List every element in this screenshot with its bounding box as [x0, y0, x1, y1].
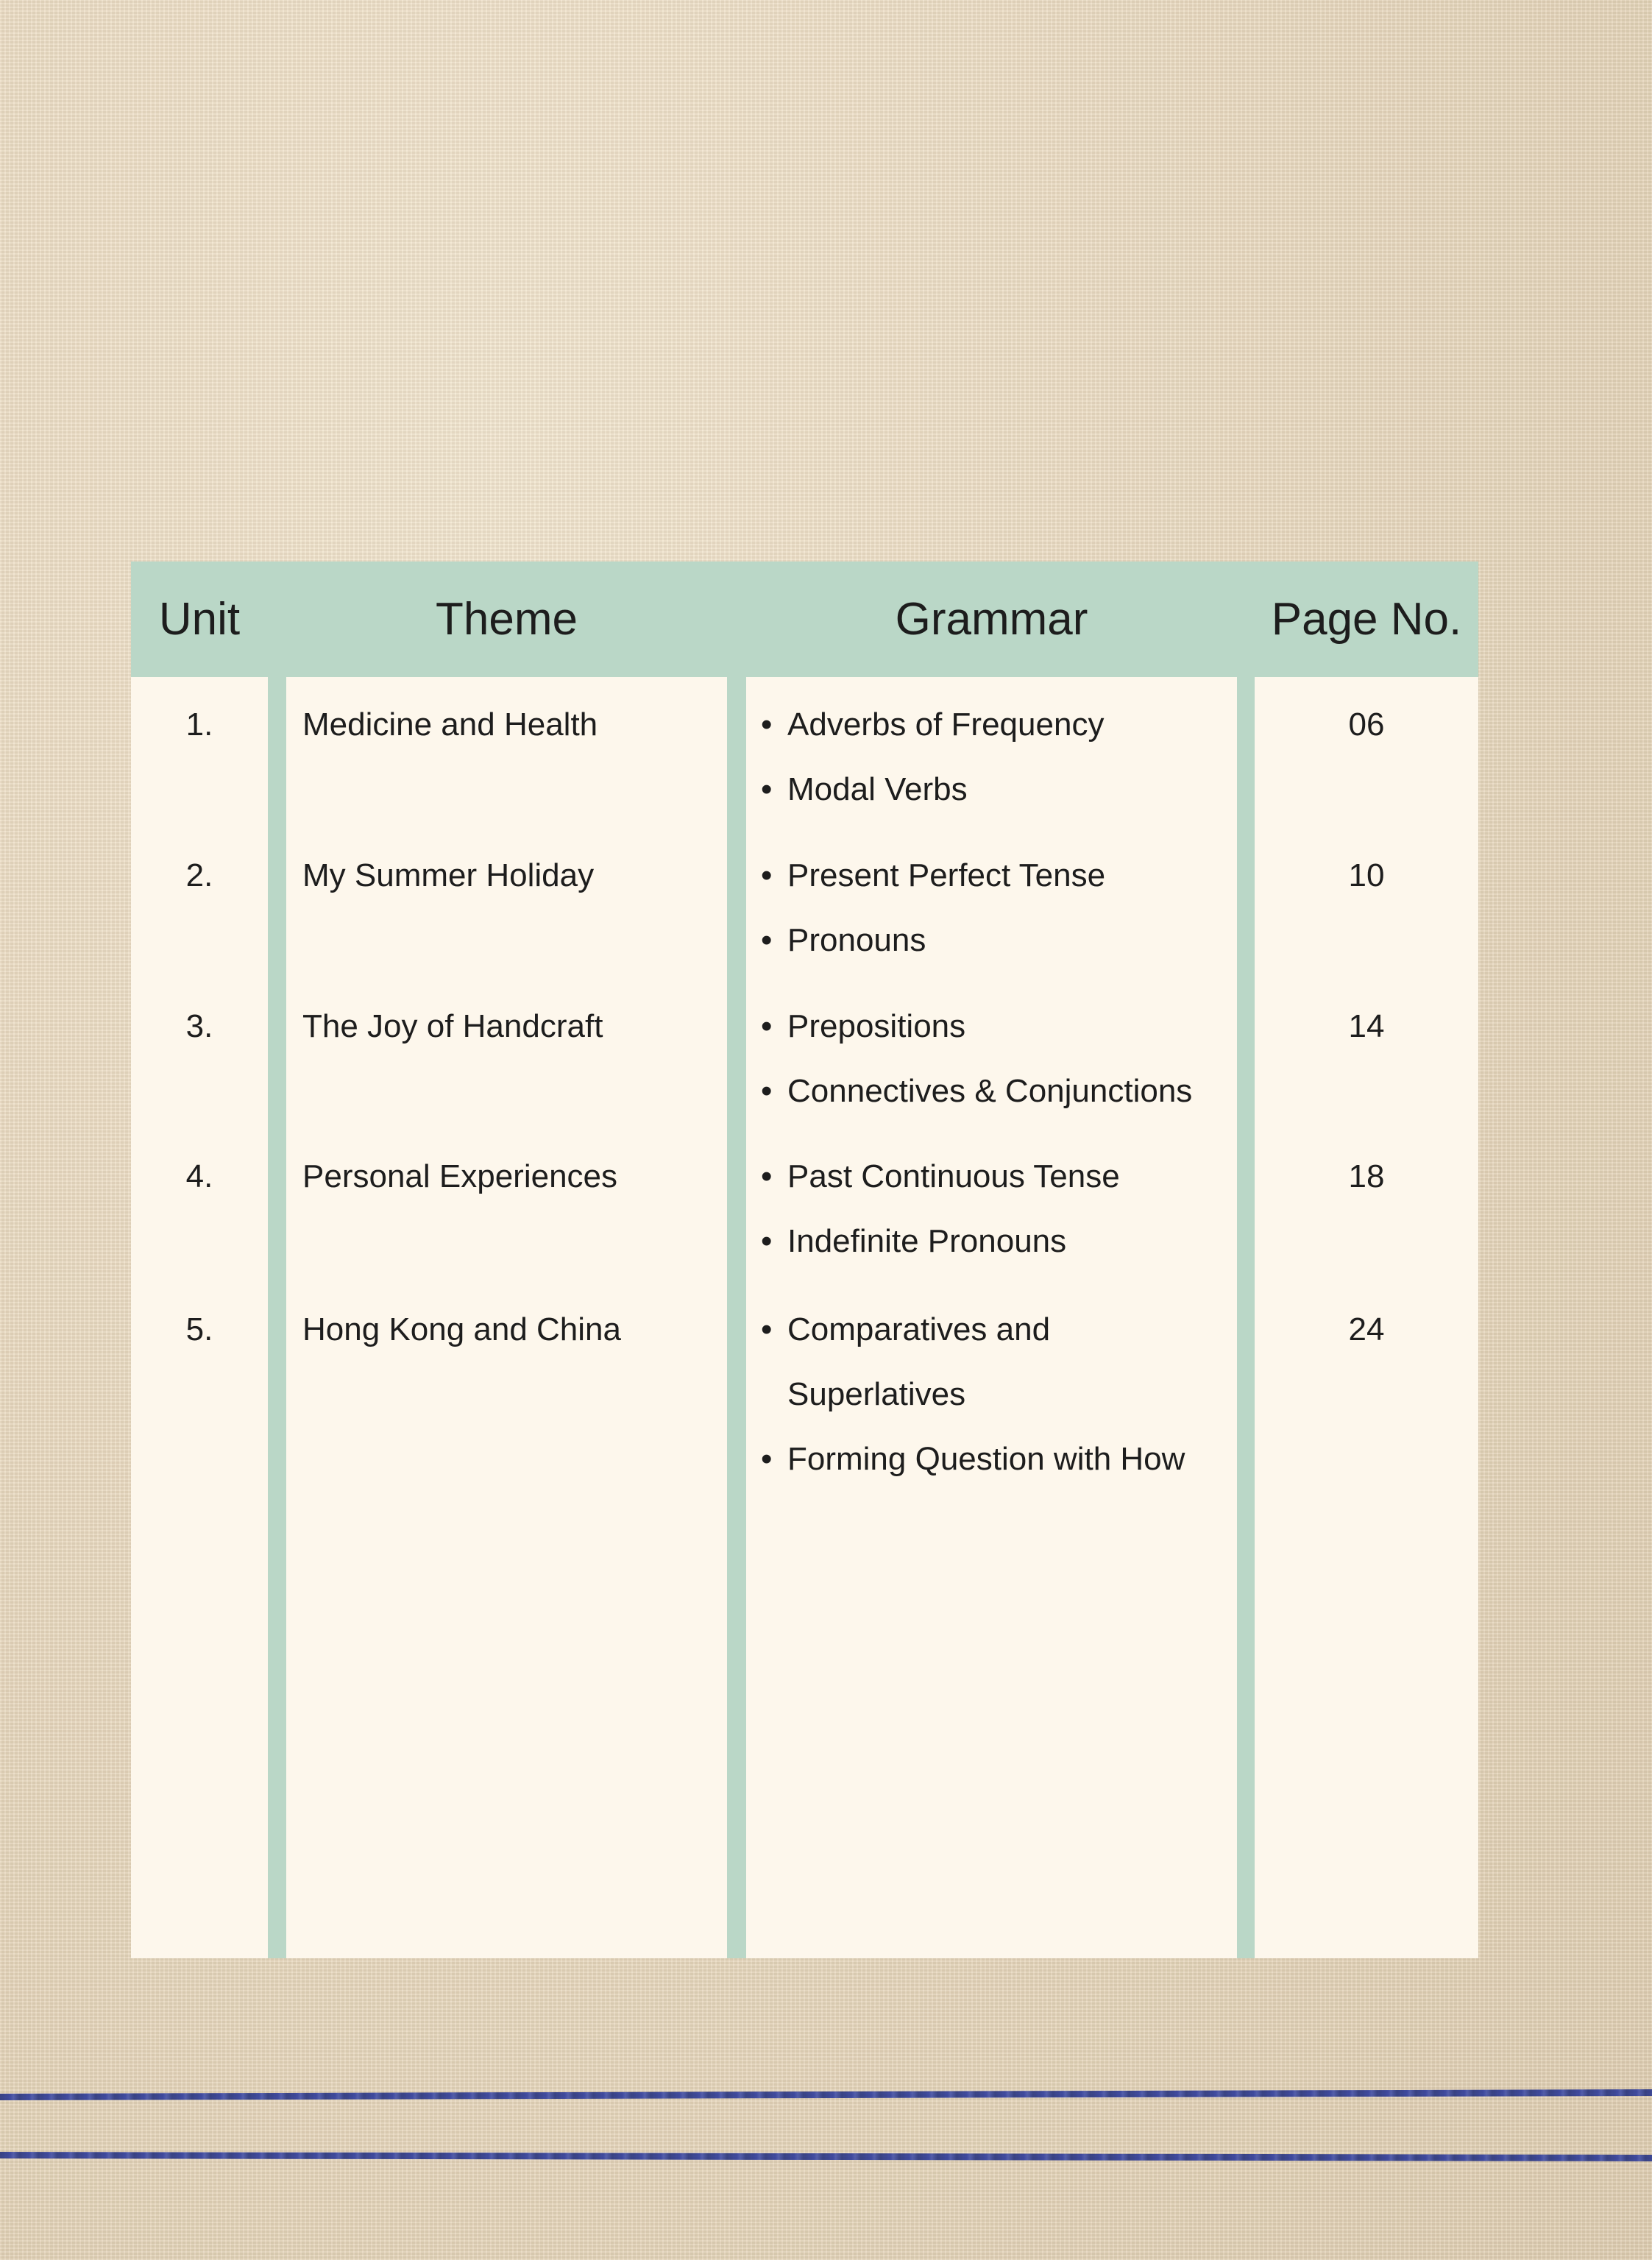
unit-number: 5.: [185, 1311, 213, 1347]
table-header: [131, 562, 1478, 677]
theme-title: The Joy of Handcraft: [302, 1008, 603, 1044]
bullet-icon: •: [761, 1073, 773, 1109]
bullet-icon: •: [761, 857, 773, 893]
header-unit: Unit: [158, 594, 241, 645]
bullet-icon: •: [761, 1223, 773, 1259]
fabric-stripe: [0, 2089, 1652, 2100]
theme-title: Personal Experiences: [302, 1158, 618, 1194]
grammar-item: • Indefinite Pronouns: [761, 1209, 1224, 1274]
bullet-icon: •: [761, 706, 773, 743]
bullet-icon: •: [761, 771, 773, 807]
bullet-icon: •: [761, 1441, 773, 1477]
grammar-item: • Modal Verbs: [761, 757, 1224, 822]
theme-title: Medicine and Health: [302, 706, 598, 743]
page-number: 06: [1348, 706, 1385, 743]
unit-number: 2.: [185, 857, 213, 893]
page-number: 10: [1348, 857, 1385, 893]
table-of-contents: [131, 562, 1478, 1958]
unit-column: [131, 677, 268, 1958]
grammar-column: [746, 677, 1237, 1958]
unit-number: 4.: [185, 1158, 213, 1194]
header-theme: Theme: [436, 594, 578, 645]
grammar-list: [761, 994, 1224, 1124]
bullet-icon: •: [761, 1008, 773, 1044]
page-number: 14: [1348, 1008, 1385, 1044]
grammar-list: [761, 843, 1224, 973]
bullet-icon: •: [761, 922, 773, 958]
grammar-list: [761, 692, 1224, 822]
page-number: 24: [1348, 1311, 1385, 1347]
bullet-icon: •: [761, 1158, 773, 1194]
header-grammar: Grammar: [895, 594, 1088, 645]
grammar-list: [761, 1297, 1224, 1492]
page-column: [1255, 677, 1478, 1958]
unit-number: 3.: [185, 1008, 213, 1044]
grammar-item: • Adverbs of Frequency: [761, 692, 1224, 757]
grammar-item: • Pronouns: [761, 908, 1224, 973]
theme-title: My Summer Holiday: [302, 857, 595, 893]
grammar-item: • Past Continuous Tense: [761, 1144, 1224, 1209]
grammar-item: • Forming Question with How: [761, 1427, 1224, 1492]
theme-title: Hong Kong and China: [302, 1311, 621, 1347]
grammar-item: • Comparatives and Superlatives: [761, 1297, 1224, 1427]
unit-number: 1.: [185, 706, 213, 743]
grammar-item: • Prepositions: [761, 994, 1224, 1059]
theme-column: [286, 677, 727, 1958]
grammar-item: • Present Perfect Tense: [761, 843, 1224, 908]
fabric-stripe: [0, 2152, 1652, 2161]
bullet-icon: •: [761, 1311, 773, 1347]
grammar-item: • Connectives & Conjunctions: [761, 1059, 1224, 1124]
page-number: 18: [1348, 1158, 1385, 1194]
grammar-list: [761, 1144, 1224, 1274]
header-page-no: Page No.: [1271, 594, 1462, 645]
